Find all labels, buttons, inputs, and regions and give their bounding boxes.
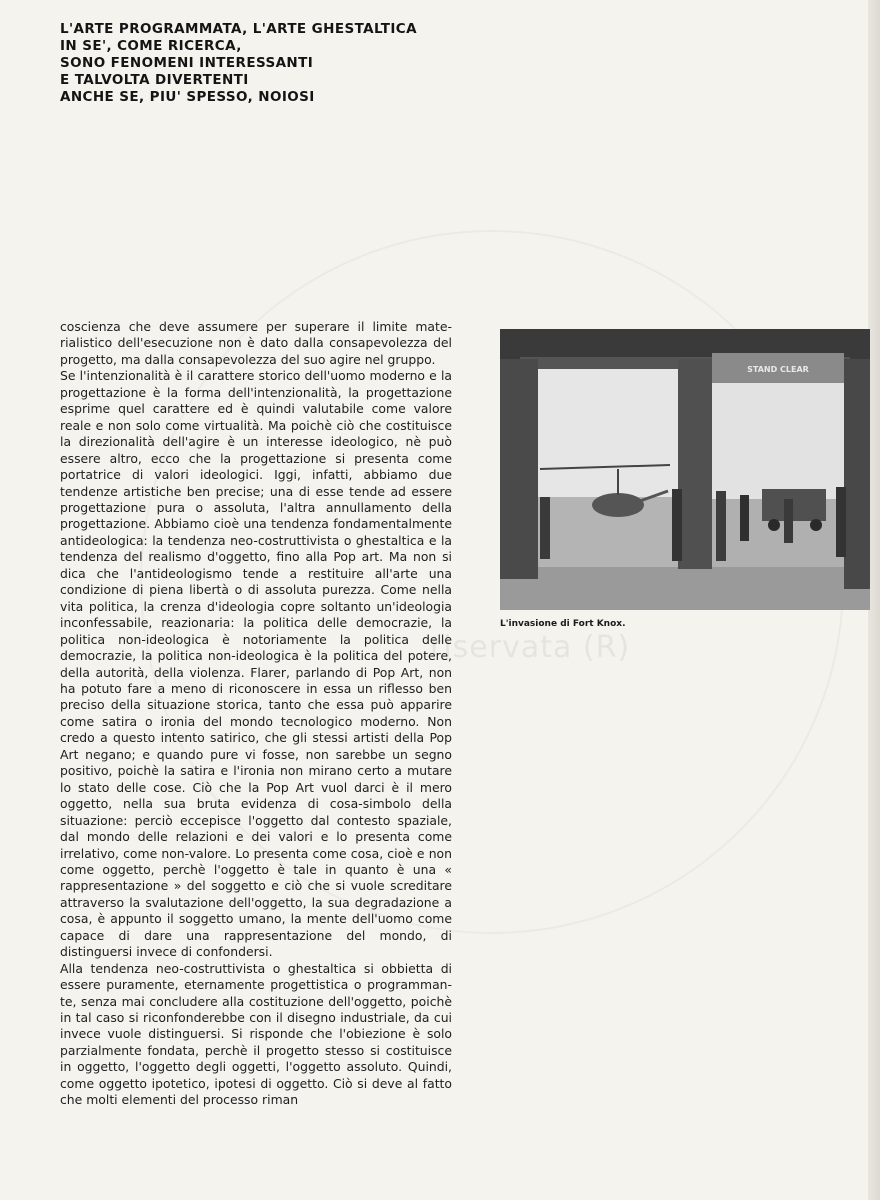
body-paragraph: Alla tendenza neo-costruttivista o ghestaltica si obbietta di essere puramente, eternamente progettistica o programmante, senza mai concludere alla costituzione dell'oggetto, poichè in tal caso si riconfonderebbe con il disegno industriale, da cui invece vuole distinguersi. Si risponde che l'obiezione è solo parzialmente fondata, perchè il progetto stesso si costituisce in oggetto, l'oggetto degli oggetti, l'oggetto assoluto. Quindi, come oggetto ipotetico, ipotesi di oggetto. Ciò si deve al fatto che molti elementi del processo riman — [60, 960, 452, 1108]
body-paragraph: Se l'intenzionalità è il carattere storico dell'uomo moderno e la progettazione è la forma dell'intenzionalità, la progettazione esprime quel carattere ed è quindi valutabile come valore reale e non solo come virtualità. Ma poichè ciò che costituisce la direzionalità dell'agire è un interesse ideologico, nè può essere altro, ecco che la progettazione si presenta come portatrice di valori ideologici. Iggi, infatti, abbiamo due tendenze artistiche ben precise; una di esse tende ad essere progettazione pura o assoluta, l'altra annullamento della progettazione. Abbiamo cioè una tendenza fondamentalmente antideologica: la tendenza neo-costruttivista o ghestaltica e la tendenza del realismo d'oggetto, fino alla Pop art. Ma non si dica che l'antideologismo tende a restituire all'arte una condizione di piena libertà o di assoluta purezza. Come nella vita politica, la crenza d'ideologia copre soltanto un'ideologia inconfessabile, reazionaria: la politica delle democrazie, la politica non-ideologica è notoriamente la politica delle democrazie, la politica non-ideologica è la politica del potere, della autorità, della violenza. Flarer, parlando di Pop Art, non ha potuto fare a meno di riconoscere in essa un riflesso ben preciso della situazione storica, tanto che essa può apparire come satira o ironia del mondo tecnologico moderno. Non credo a questo intento satirico, che gli stessi artisti della Pop Art negano; e quando pure vi fosse, non sarebbe un segno positivo, poichè la satira e l'ironia non mirano certo a mutare lo stato delle cose. Ciò che la Pop Art vuol darci è il mero oggetto, nella sua bruta evidenza di cosa-simbolo della situazione: perciò eccepisce l'oggetto dal contesto spaziale, dal mondo delle relazioni e dei valori e lo presenta come irrelativo, come non-valore. Lo presenta come cosa, cioè e non come oggetto, perchè l'oggetto è tale in quanto è una « rappresentazione » del soggetto e ciò che si vuole screditare attraverso la svalutazione dell'oggetto, la sua degradazione a cosa, è appunto il soggetto umano, la mente dell'uomo come capace di dare una rappresentazione del mondo, di distinguersi invece di confondersi. — [60, 368, 452, 960]
watermark-text: riservata (R) — [430, 630, 631, 665]
headline — [60, 21, 480, 106]
photo-fort-knox — [500, 329, 870, 610]
body-text-column — [60, 319, 452, 1109]
headline-line: ANCHE SE, PIU' SPESSO, NOIOSI — [60, 89, 315, 105]
body-paragraph: coscienza che deve assumere per superare il limite materialistico dell'esecuzione non è dato dalla consapevolezza del progetto, ma dalla consapevolezza del suo agire nel gruppo. — [60, 319, 452, 367]
photo-sign-text: STAND CLEAR — [747, 365, 809, 374]
photo-caption: L'invasione di Fort Knox. — [500, 619, 626, 629]
headline-line: SONO FENOMENI INTERESSANTI — [60, 55, 314, 71]
headline-line: E TALVOLTA DIVERTENTI — [60, 72, 249, 88]
headline-line: IN SE', COME RICERCA, — [60, 38, 242, 54]
headline-line: L'ARTE PROGRAMMATA, L'ARTE GHESTALTICA — [60, 21, 417, 37]
